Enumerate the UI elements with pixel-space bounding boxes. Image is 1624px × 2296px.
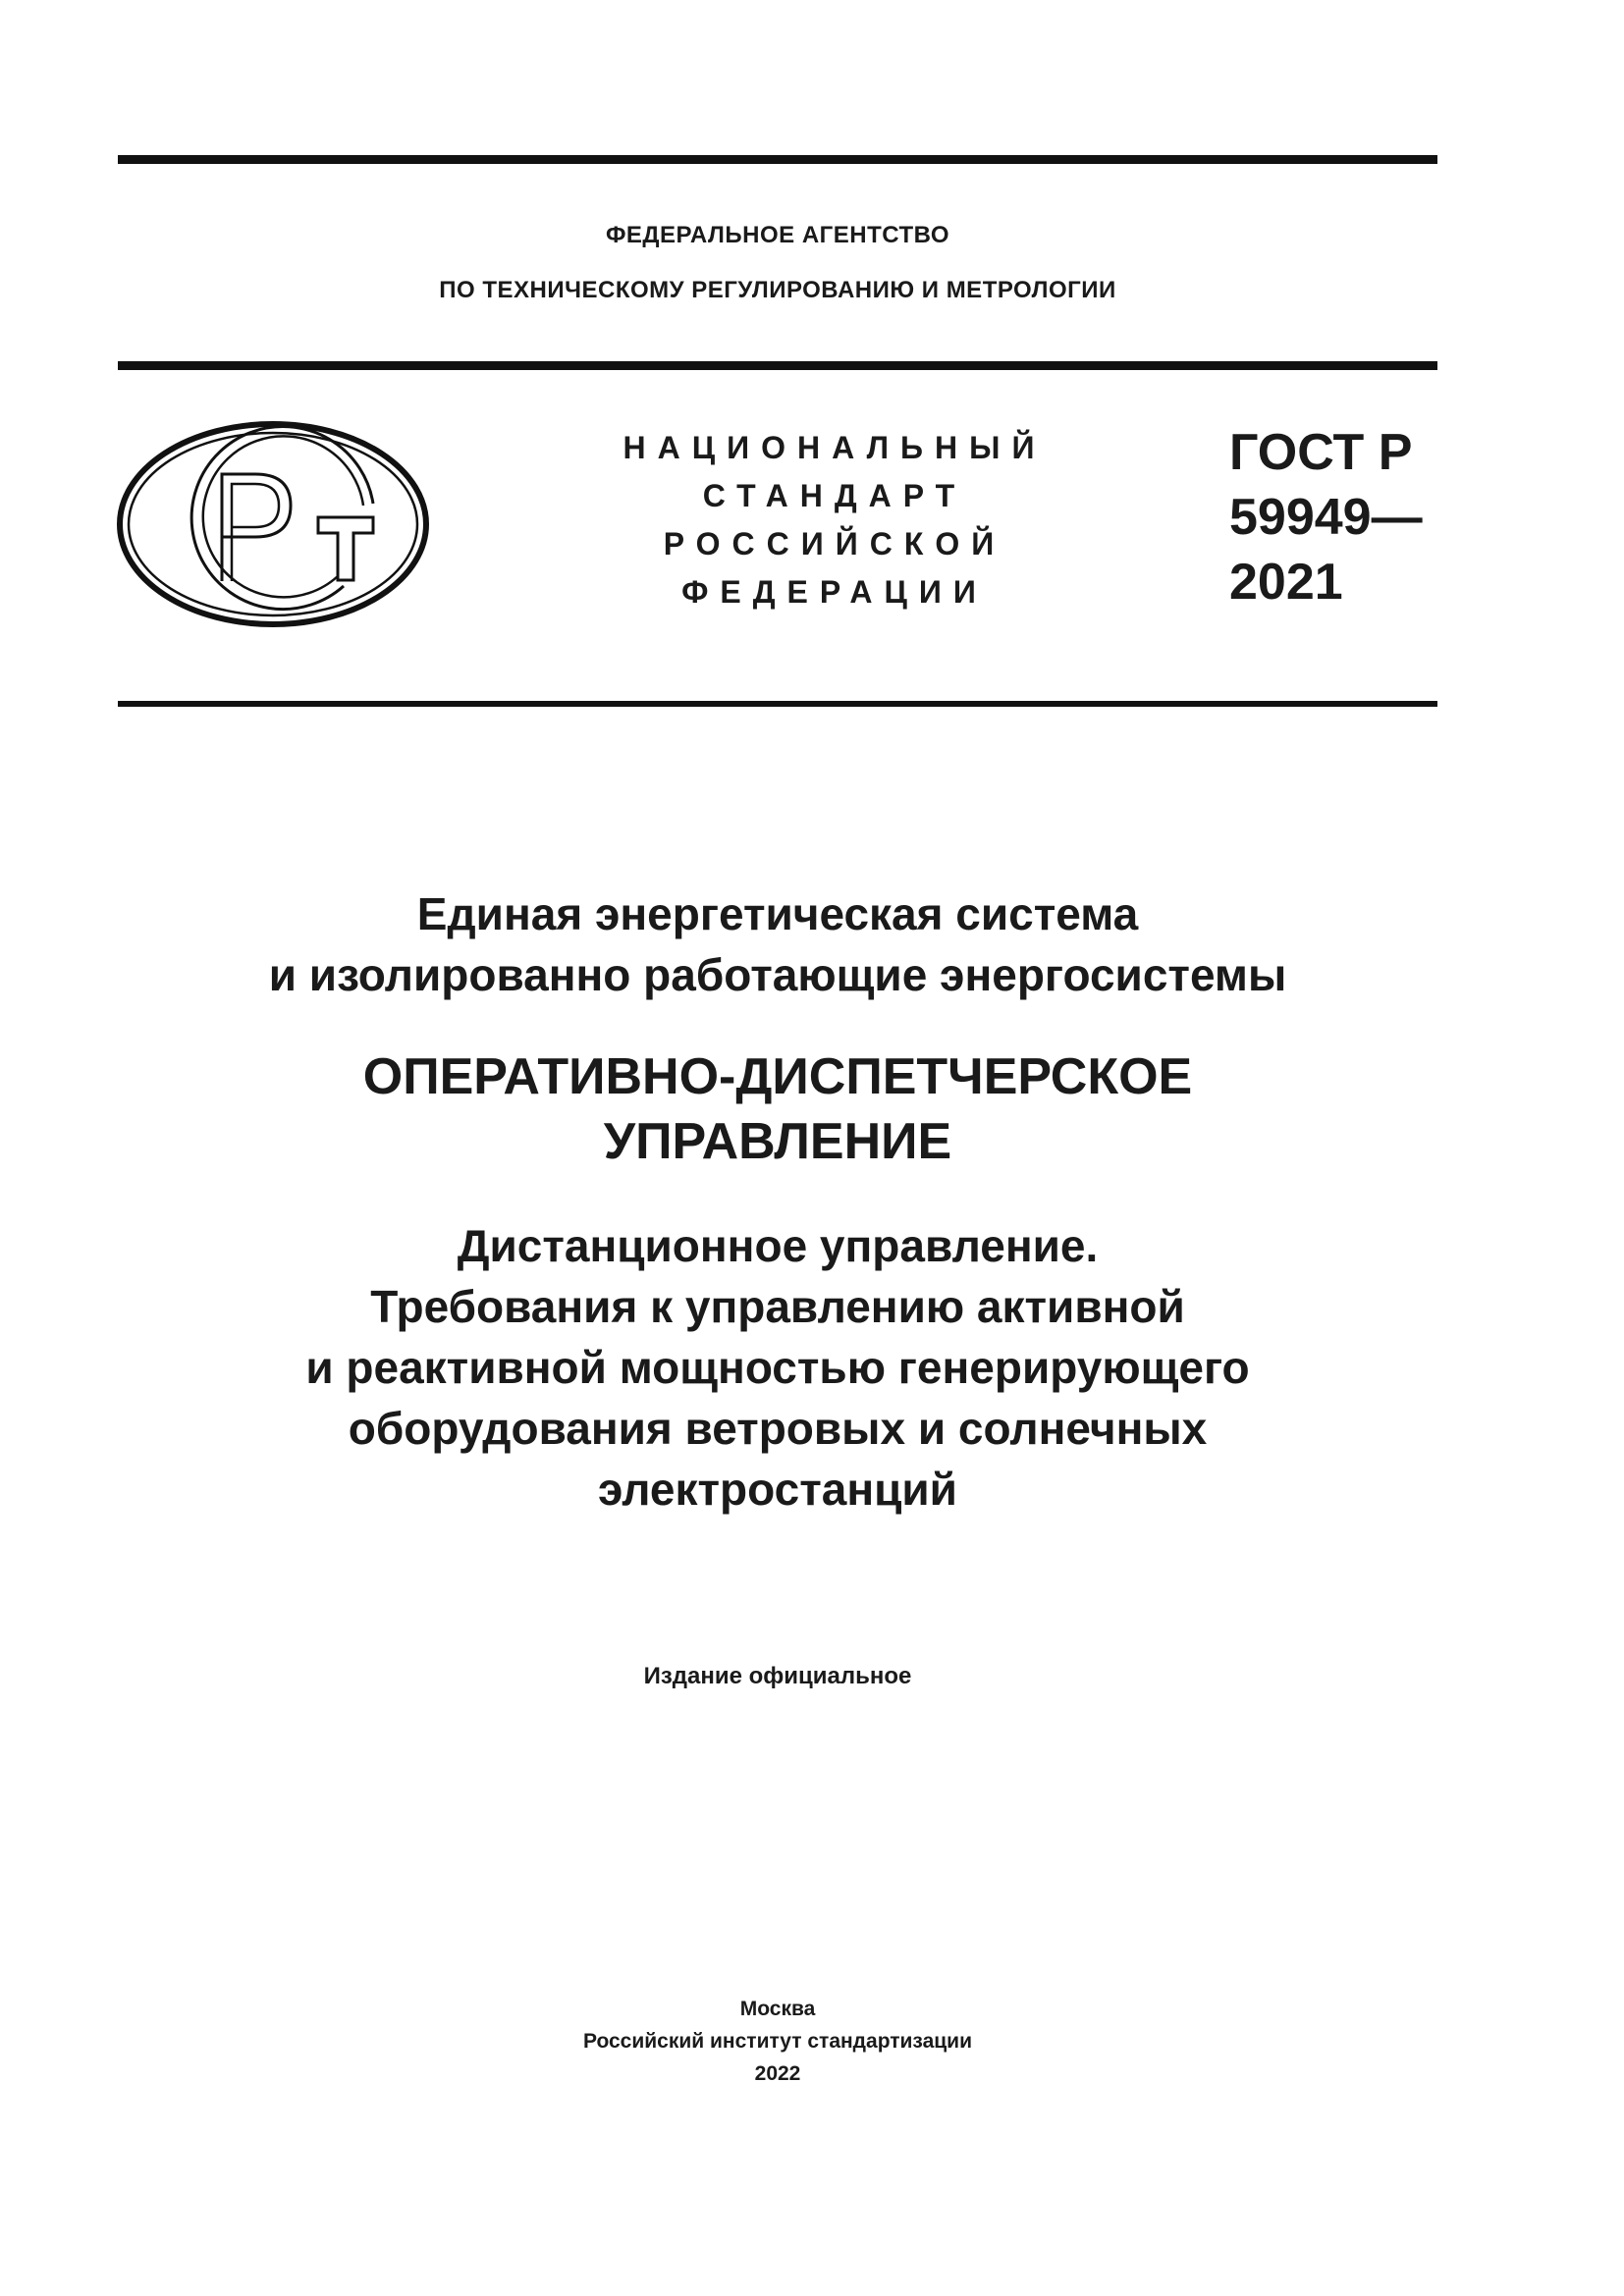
edition-label: Издание официальное [643, 1663, 912, 1689]
title-line: электростанций [598, 1464, 957, 1515]
title-line: ОПЕРАТИВНО-ДИСПЕТЧЕРСКОЕ [362, 1048, 1193, 1105]
agency-name-line-2: ПО ТЕХНИЧЕСКОМУ РЕГУЛИРОВАНИЮ И МЕТРОЛОГИИ [439, 277, 1116, 303]
top-rule [118, 155, 1437, 164]
title-block-rule [118, 701, 1437, 707]
title-line: и реактивной мощностью генерирующего [305, 1342, 1250, 1393]
title-general [118, 883, 1437, 1005]
title-line: Дистанционное управление. [457, 1220, 1099, 1271]
national-standard-line: СТАНДАРТ [702, 478, 967, 513]
imprint-year: 2022 [754, 2062, 801, 2085]
rst-logo-icon [116, 419, 430, 629]
national-standard-label [565, 424, 1105, 616]
title-line: Единая энергетическая система [416, 888, 1139, 939]
national-standard-line: РОССИЙСКОЙ [663, 526, 1006, 561]
imprint-city: Москва [739, 1998, 816, 2020]
title-line: Требования к управлению активной [370, 1281, 1185, 1332]
imprint [118, 1993, 1437, 2090]
title-line: оборудования ветровых и солнечных [348, 1403, 1208, 1454]
header-rule [118, 361, 1437, 370]
imprint-publisher: Российский институт стандартизации [582, 2030, 973, 2053]
designation-line: 59949— [1229, 489, 1423, 546]
title-main [118, 1044, 1437, 1174]
designation-line: 2021 [1229, 554, 1343, 611]
title-line: УПРАВЛЕНИЕ [603, 1113, 952, 1170]
national-standard-line: ФЕДЕРАЦИИ [681, 574, 988, 610]
title-specific [118, 1215, 1437, 1520]
national-standard-line: НАЦИОНАЛЬНЫЙ [623, 430, 1047, 465]
designation-line: ГОСТ Р [1229, 424, 1413, 481]
title-line: и изолированно работающие энергосистемы [268, 949, 1287, 1000]
standard-designation [1229, 420, 1423, 614]
agency-name-line-1: ФЕДЕРАЛЬНОЕ АГЕНТСТВО [605, 222, 950, 248]
